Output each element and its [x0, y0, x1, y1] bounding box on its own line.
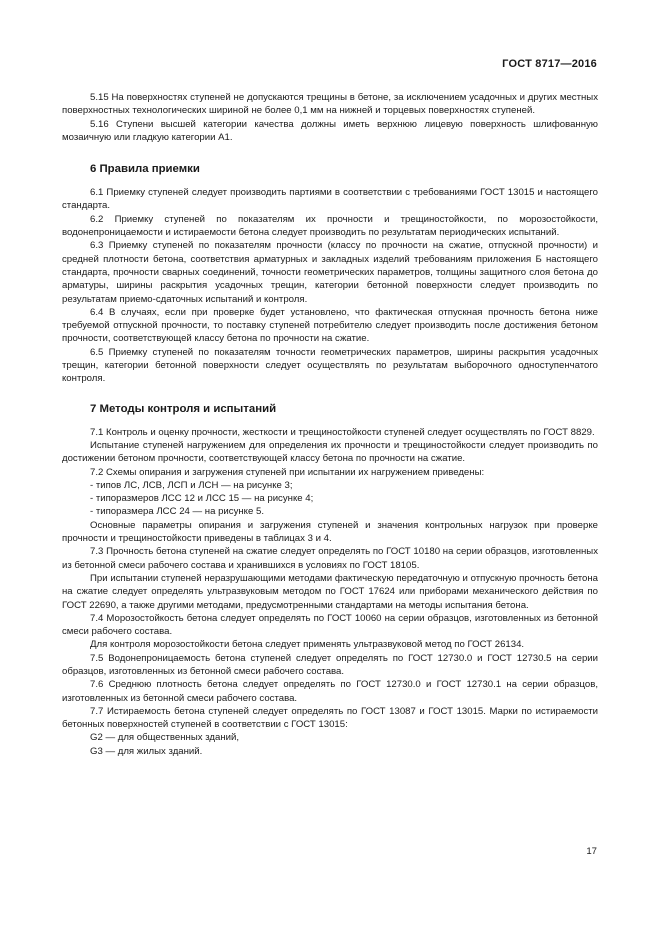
- page-number: 17: [586, 846, 597, 857]
- abrasion-grade-g2: G2 — для общественных зданий,: [90, 732, 240, 744]
- paragraph-7-3-continued: При испытании ступеней неразрушающими методами фактическую передаточную и отпускную прочность бетона на сжатие следует определять ультразвуковым методом по ГОСТ 17624 или приборами механического действия по ГОСТ 22690, а также другими методами, предусмотренными стандартами на методы испытания бетона.: [62, 572, 598, 611]
- list-item: - типов ЛС, ЛСВ, ЛСП и ЛСН — на рисунке 3;: [90, 479, 293, 491]
- paragraph-7-1: 7.1 Контроль и оценку прочности, жесткости и трещиностойкости ступеней следует осуществлять по ГОСТ 8829.: [90, 426, 595, 438]
- paragraph-7-1-continued: Испытание ступеней нагружением для определения их прочности и трещиностойкости следует производить по достижении бетоном прочности, соответствующей классу бетона по прочности на сжатие.: [62, 439, 598, 465]
- list-item: - типоразмера ЛСС 24 — на рисунке 5.: [90, 506, 264, 518]
- paragraph-6-4: 6.4 В случаях, если при проверке будет установлено, что фактическая отпускная прочность бетона ниже требуемой отпускной прочности, то поставку ступеней потребителю следует производить после достижения бетоном прочности, соответствующей классу бетона по прочности на сжатие.: [62, 306, 598, 345]
- abrasion-grade-g3: G3 — для жилых зданий.: [90, 745, 203, 757]
- paragraph-7-2-continued: Основные параметры опирания и загружения ступеней и значения контрольных нагрузок при проверке прочности и трещиностойкости приведены в таблицах 3 и 4.: [62, 519, 598, 545]
- paragraph-6-3: 6.3 Приемку ступеней по показателям прочности (классу по прочности на сжатие, отпускной прочности) и средней плотности бетона, соответствия арматурных и закладных изделий требованиям приложения Б настоящего стандарта, прочности сварных соединений, точности геометрических параметров, толщины защитного слоя бетона до арматуры, ширины раскрытия усадочных трещин, категории бетонной поверхности следует производить по результатам приемо-сдаточных испытаний и контроля.: [62, 240, 598, 305]
- paragraph-7-4-continued: Для контроля морозостойкости бетона следует применять ультразвуковой метод по ГОСТ 26134.: [90, 639, 525, 651]
- paragraph-7-5: 7.5 Водонепроницаемость бетона ступеней следует определять по ГОСТ 12730.0 и ГОСТ 12730.5 на серии образцов, изготовленных из бетонной смеси рабочего состава.: [62, 652, 598, 677]
- list-item: - типоразмеров ЛСС 12 и ЛСС 15 — на рисунке 4;: [90, 493, 314, 505]
- document-id-header: ГОСТ 8717—2016: [502, 58, 597, 70]
- paragraph-7-4: 7.4 Морозостойкость бетона следует определять по ГОСТ 10060 на серии образцов, изготовленных из бетонной смеси рабочего состава.: [62, 612, 598, 638]
- paragraph-5-15: 5.15 На поверхностях ступеней не допускаются трещины в бетоне, за исключением усадочных и других местных поверхностных технологических шириной не более 0,1 мм на нижней и торцевых поверхностях ступеней.: [62, 92, 598, 117]
- paragraph-6-1: 6.1 Приемку ступеней следует производить партиями в соответствии с требованиями ГОСТ 13015 и настоящего стандарта.: [62, 187, 598, 212]
- paragraph-6-5: 6.5 Приемку ступеней по показателям точности геометрических параметров, ширины раскрытия усадочных трещин, категории бетонной поверхности следует осуществлять по результатам выборочного одноступенчатого контроля.: [62, 346, 598, 385]
- paragraph-6-2: 6.2 Приемку ступеней по показателям их прочности и трещиностойкости, по морозостойкости, водонепроницаемости и истираемости бетона следует производить по результатам периодических испытаний.: [62, 213, 598, 239]
- section-7-title: 7 Методы контроля и испытаний: [90, 402, 277, 415]
- paragraph-7-3: 7.3 Прочность бетона ступеней на сжатие следует определять по ГОСТ 10180 на серии образцов, изготовленных из бетонной смеси рабочего состава и хранившихся в условиях по ГОСТ 18105.: [62, 546, 598, 571]
- document-body: [62, 91, 598, 758]
- paragraph-7-7: 7.7 Истираемость бетона ступеней следует определять по ГОСТ 13087 и ГОСТ 13015. Марки по истираемости бетонных поверхностей ступеней в соответствии с ГОСТ 13015:: [62, 705, 598, 731]
- paragraph-5-16: 5.16 Ступени высшей категории качества должны иметь верхнюю лицевую поверхность шлифованную мозаичную или гладкую категории А1.: [62, 118, 598, 143]
- paragraph-7-6: 7.6 Среднюю плотность бетона следует определять по ГОСТ 12730.0 и ГОСТ 12730.1 на серии образцов, изготовленных из бетонной смеси рабочего состава.: [62, 679, 598, 704]
- section-6-title: 6 Правила приемки: [90, 163, 200, 176]
- paragraph-7-2: 7.2 Схемы опирания и загружения ступеней при испытании их нагружением приведены:: [90, 466, 485, 478]
